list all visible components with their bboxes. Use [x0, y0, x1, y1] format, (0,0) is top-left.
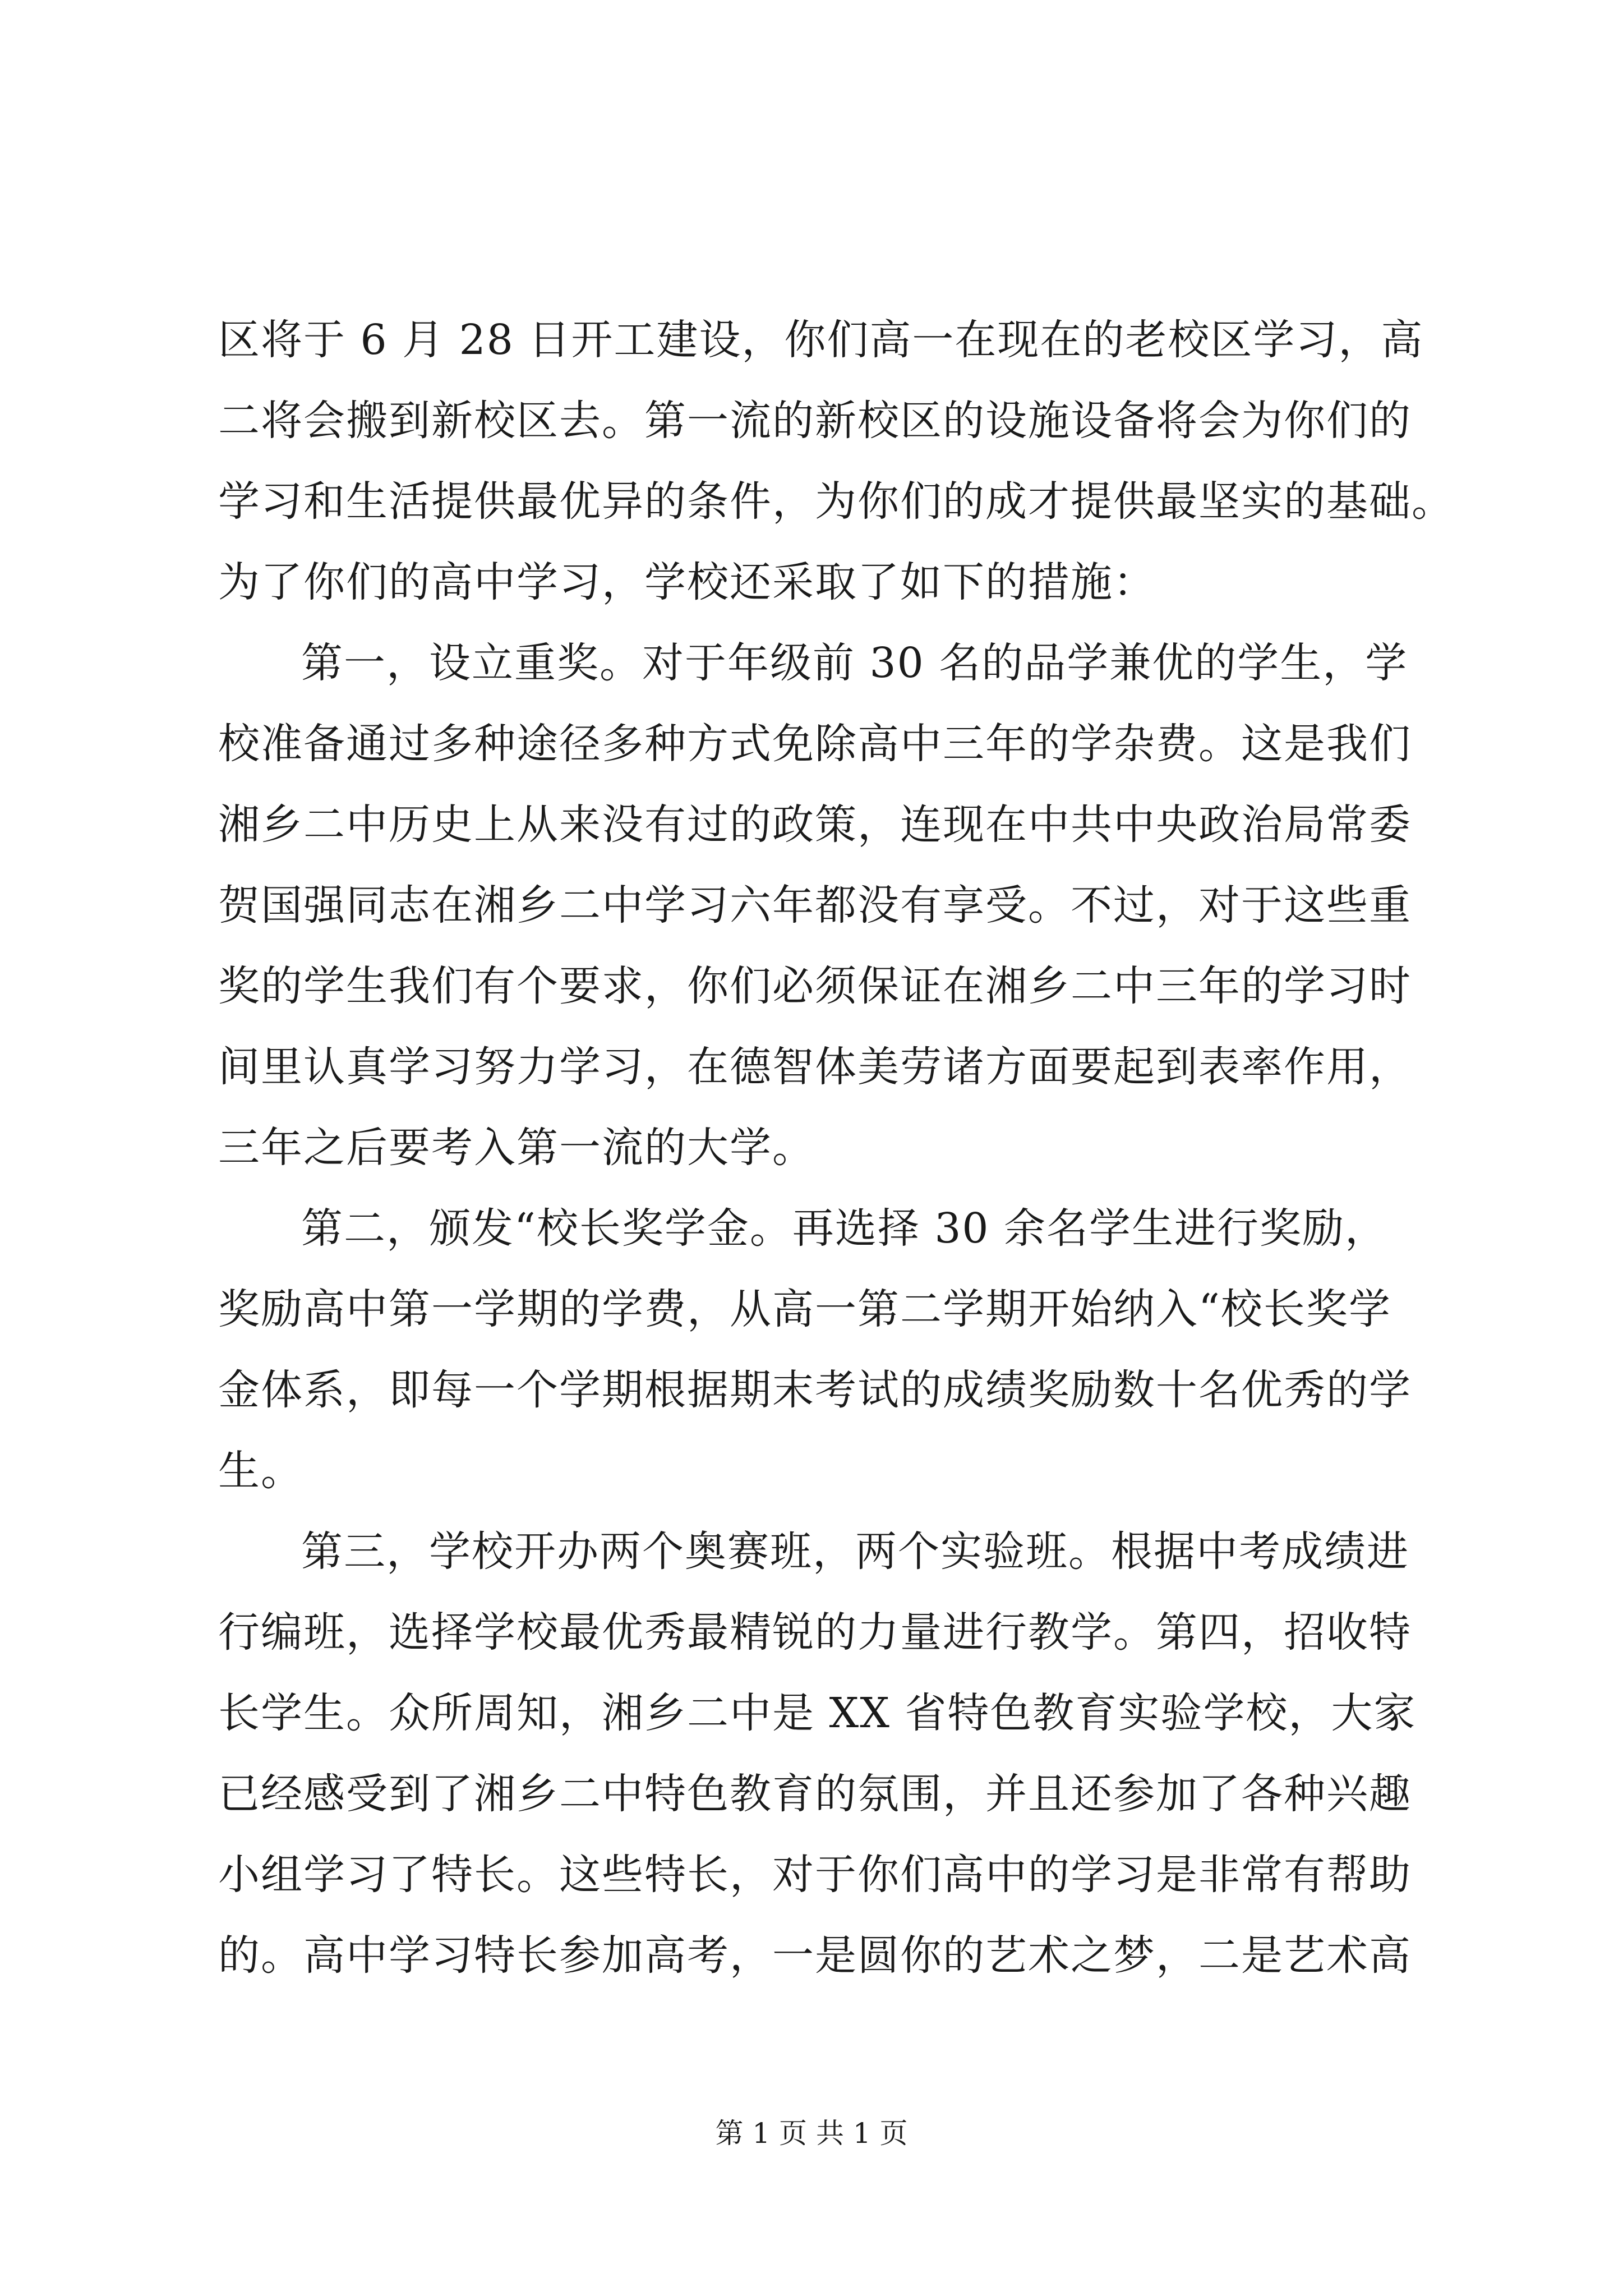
- document-body: [218, 300, 1474, 1996]
- text-line-21: 的。高中学习特长参加高考，一是圆你的艺术之梦，二是艺术高: [218, 1931, 1412, 1980]
- text-line-18: 长学生。众所周知，湘乡二中是 XX 省特色教育实验学校，大家: [218, 1689, 1417, 1737]
- text-line-12: 第二，颁发“校长奖学金。再选择 30 余名学生进行奖励，: [301, 1204, 1388, 1253]
- page-footer: [0, 2114, 1623, 2153]
- text-line-20: 小组学习了特长。这些特长，对于你们高中的学习是非常有帮助: [218, 1851, 1412, 1899]
- text-line-15: 生。: [218, 1447, 303, 1495]
- text-line-4: 为了你们的高中学习，学校还采取了如下的措施：: [218, 558, 1156, 606]
- text-line-10: 间里认真学习努力学习，在德智体美劳诸方面要起到表率作用，: [218, 1043, 1412, 1091]
- text-line-6: 校准备通过多种途径多种方式免除高中三年的学杂费。这是我们: [218, 720, 1412, 768]
- text-line-16: 第三，学校开办两个奥赛班，两个实验班。根据中考成绩进: [301, 1527, 1409, 1576]
- text-line-11: 三年之后要考入第一流的大学。: [218, 1124, 815, 1172]
- text-line-19: 已经感受到了湘乡二中特色教育的氛围，并且还参加了各种兴趣: [218, 1770, 1412, 1818]
- text-line-2: 二将会搬到新校区去。第一流的新校区的设施设备将会为你们的: [218, 397, 1412, 445]
- text-line-5: 第一，设立重奖。对于年级前 30 名的品学兼优的学生，学: [301, 639, 1408, 687]
- text-line-9: 奖的学生我们有个要求，你们必须保证在湘乡二中三年的学习时: [218, 962, 1412, 1010]
- text-line-7: 湘乡二中历史上从来没有过的政策，连现在中共中央政治局常委: [218, 800, 1412, 849]
- text-line-14: 金体系，即每一个学期根据期末考试的成绩奖励数十名优秀的学: [218, 1366, 1412, 1414]
- text-line-3: 学习和生活提供最优异的条件，为你们的成才提供最坚实的基础。: [218, 477, 1454, 526]
- text-line-1: 区将于 6 月 28 日开工建设，你们高一在现在的老校区学习，高: [218, 316, 1424, 364]
- page-number-label: 第 1 页 共 1 页: [715, 2117, 908, 2150]
- text-line-8: 贺国强同志在湘乡二中学习六年都没有享受。不过，对于这些重: [218, 881, 1412, 930]
- text-line-13: 奖励高中第一学期的学费，从高一第二学期开始纳入“校长奖学: [218, 1285, 1391, 1333]
- text-line-17: 行编班，选择学校最优秀最精锐的力量进行教学。第四，招收特: [218, 1608, 1412, 1657]
